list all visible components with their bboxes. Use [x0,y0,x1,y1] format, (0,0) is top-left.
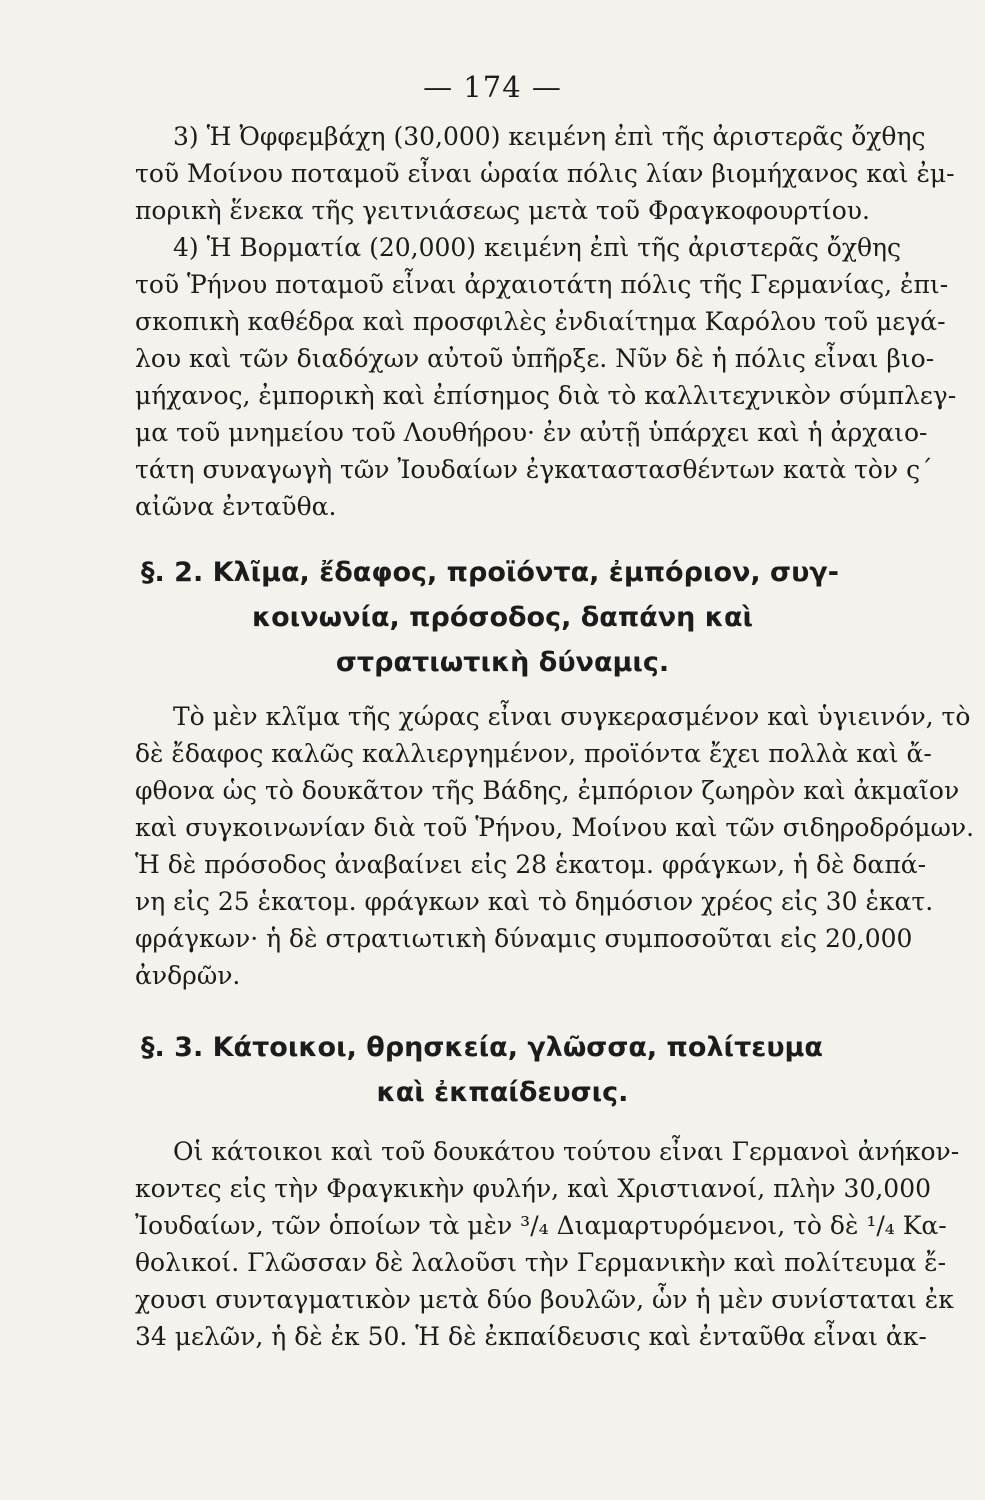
text-line: δὲ ἔδαφος καλῶς καλλιεργημένον, προϊόντα ἔχει πολλὰ καὶ ἄ- [135,739,932,768]
section-1-paragraphs [135,118,957,525]
heading-line: κοινωνία, πρόσοδος, δαπάνη καὶ [251,602,754,633]
text-line: φράγκων· ἡ δὲ στρατιωτικὴ δύναμις συμποσοῦται εἰς 20,000 [135,924,913,953]
text-line: χουσι συνταγματικὸν μετὰ δύο βουλῶν, ὧν ἡ μὲν συνίσταται ἐκ [135,1285,954,1314]
text-line: πορικὴ ἕνεκα τῆς γειτνιάσεως μετὰ τοῦ Φραγκοφουρτίου. [135,196,870,225]
heading-line: καὶ ἐκπαίδευσις. [376,1077,629,1108]
heading-line: §. 3. Κάτοικοι, θρησκεία, γλῶσσα, πολίτευμα [141,1032,823,1063]
text-line: μα τοῦ μνημείου τοῦ Λουθήρου· ἐν αὐτῇ ὑπάρχει καὶ ἡ ἀρχαιο- [135,418,928,447]
heading-line: στρατιωτικὴ δύναμις. [335,647,670,678]
text-line: νη εἰς 25 ἑκατομ. φράγκων καὶ τὸ δημόσιον χρέος εἰς 30 ἑκατ. [135,887,934,916]
text-line: θολικοί. Γλῶσσαν δὲ λαλοῦσι τὴν Γερμανικὴν καὶ πολίτευμα ἔ- [135,1248,947,1277]
text-line: λου καὶ τῶν διαδόχων αὐτοῦ ὑπῆρξε. Νῦν δὲ ἡ πόλις εἶναι βιο- [135,344,935,373]
text-line: Ἡ δὲ πρόσοδος ἀναβαίνει εἰς 28 ἑκατομ. φράγκων, ἡ δὲ δαπά- [135,850,927,879]
section-3-paragraph [135,1133,960,1355]
text-line: Οἱ κάτοικοι καὶ τοῦ δουκάτου τούτου εἶναι Γερμανοὶ ἀνήκον- [173,1137,960,1166]
text-line: τοῦ Μοίνου ποταμοῦ εἶναι ὡραία πόλις λίαν βιομήχανος καὶ ἐμ- [135,159,955,188]
text-line: ἀνδρῶν. [135,961,241,990]
heading-line: §. 2. Κλῖμα, ἔδαφος, προϊόντα, ἐμπόριον, συγ- [141,557,839,588]
text-line: τάτη συναγωγὴ τῶν Ἰουδαίων ἐγκαταστασθέντων κατὰ τὸν ς΄ [135,455,933,484]
text-line: 4) Ἡ Βορματία (20,000) κειμένη ἐπὶ τῆς ἀριστερᾶς ὄχθης [173,233,902,262]
text-line: 3) Ἡ Ὀφφεμβάχη (30,000) κειμένη ἐπὶ τῆς ἀριστερᾶς ὄχθης [173,122,926,151]
text-line: μήχανος, ἐμπορικὴ καὶ ἐπίσημος διὰ τὸ καλλιτεχνικὸν σύμπλεγ- [135,381,957,410]
text-line: καὶ συγκοινωνίαν διὰ τοῦ Ῥήνου, Μοίνου καὶ τῶν σιδηροδρόμων. [135,813,975,842]
page-number: — 174 — [423,70,562,104]
text-line: 34 μελῶν, ἡ δὲ ἐκ 50. Ἡ δὲ ἐκπαίδευσις καὶ ἐνταῦθα εἶναι ἀκ- [135,1322,927,1351]
text-line: Τὸ μὲν κλῖμα τῆς χώρας εἶναι συγκερασμένον καὶ ὑγιεινόν, τὸ [173,702,971,731]
text-line: σκοπικὴ καθέδρα καὶ προσφιλὲς ἐνδιαίτημα Καρόλου τοῦ μεγά- [135,307,946,336]
text-line: κοντες εἰς τὴν Φραγκικὴν φυλήν, καὶ Χριστιανοί, πλὴν 30,000 [135,1174,932,1203]
section-2-heading [135,550,870,685]
text-line: τοῦ Ῥήνου ποταμοῦ εἶναι ἀρχαιοτάτη πόλις τῆς Γερμανίας, ἐπι- [135,270,949,299]
text-line: Ἰουδαίων, τῶν ὁποίων τὰ μὲν ³/₄ Διαμαρτυρόμενοι, τὸ δὲ ¹/₄ Κα- [135,1211,947,1240]
text-line: φθονα ὡς τὸ δουκᾶτον τῆς Βάδης, ἐμπόριον ζωηρὸν καὶ ἀκμαῖον [135,776,960,805]
text-line: αἰῶνα ἐνταῦθα. [135,492,337,521]
section-2-paragraph [135,698,975,994]
section-3-heading [135,1025,870,1115]
